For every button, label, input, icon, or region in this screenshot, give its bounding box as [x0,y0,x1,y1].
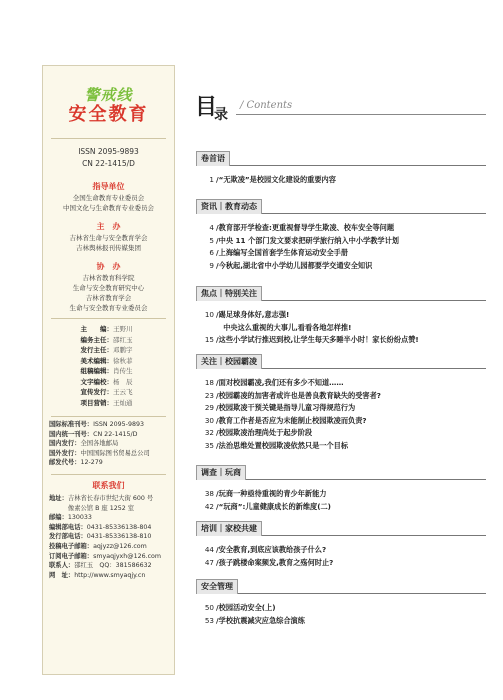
co-organizer-line: 吉林省教育科学院 [82,274,135,282]
toc-entry-title: /玩商一种亟待重视的青少年新能力 [216,489,327,498]
cn-number: CN 22-1415/D [82,159,135,168]
pub-value: CN 22-1415/D [93,430,138,438]
staff-name: 徐秋菲 [113,356,133,365]
section-title: 焦点｜特别关注 [196,286,262,301]
contents-rule [236,114,486,115]
staff-role: 组稿编辑： [80,367,113,375]
section-header [196,466,486,480]
pub-row [49,439,150,449]
section-header [196,522,486,536]
co-organizer-line: 生命与安全教育专业委员会 [69,304,148,312]
section-title: 调查｜玩商 [196,465,246,480]
contact-value: 像素公馆 B 座 1252 室 [49,504,135,512]
staff-name: 杨 辰 [113,377,133,386]
toc-entry[interactable] [202,260,372,271]
pub-key: 国内发行： [49,440,81,448]
contact-row [49,571,161,581]
toc-entry[interactable] [202,377,344,388]
host-line: 吉林舆林报刊传媒集团 [76,244,141,252]
toc-page-number: 15 [204,335,214,344]
toc-page-number: 30 [204,415,214,425]
toc-entry[interactable] [202,390,381,401]
pub-value: 12-279 [80,459,103,467]
staff-row [65,335,133,346]
pub-row [49,430,150,440]
co-organizer-heading: 协 办 [96,262,121,271]
toc-entry[interactable] [202,501,331,512]
host-line: 吉林省生命与安全教育学会 [69,234,148,242]
toc-entry-title: /校园欺凌干预关键是指导儿童习得规范行为 [216,403,356,412]
section-header [196,580,486,594]
toc-entry-title: /教育部开学检查:更重视督导学生欺凌、校车安全等问题 [216,223,395,232]
toc-page-number: 18 [204,378,214,387]
staff-list [65,324,133,408]
contact-key: 邮编： [49,514,68,522]
pub-value: ISSN 2095-9893 [93,421,144,428]
staff-name: 邵红玉 [113,335,133,344]
toc-page-number: 1 [209,175,214,184]
toc-page-number: 23 [204,390,214,400]
divider [51,474,166,475]
staff-role: 编务主任： [80,335,113,344]
toc-entry-title: 中央这么重视的大事儿,看看各地怎样推! [216,322,352,332]
contact-row [49,523,161,533]
toc-entry-title: /面对校园霸凌,我们还有多少不知道…… [216,378,344,387]
toc-page-number: 53 [204,615,214,625]
staff-name: 王云飞 [113,388,133,396]
section-header [196,200,486,214]
toc-entry[interactable] [202,322,351,333]
toc-page-number: 32 [204,428,214,437]
staff-row [65,366,133,377]
contact-row [49,504,161,514]
contact-key: 发行部电话： [49,533,87,541]
contact-value: 0431-85336138-804 [86,523,152,531]
toc-entry[interactable] [202,235,399,246]
toc-entry-title: /踢足球身体好,意志强! [216,310,290,319]
staff-role: 项目营销： [80,398,113,407]
staff-name: 王灿通 [113,398,133,407]
toc-entry-title: /中央 11 个部门发文要求把研学旅行纳入中小学教学计划 [216,235,399,245]
contact-row [49,561,161,571]
toc-page-number: 50 [204,603,214,612]
staff-row [65,377,133,388]
contact-row [49,513,161,523]
toc-entry[interactable] [202,247,348,258]
contents-title-char: 目 [195,95,218,120]
contact-value: 邵红玉 QQ：381586632 [74,562,152,570]
toc-entry[interactable] [202,334,419,345]
toc-entry[interactable] [202,222,394,233]
staff-row [65,387,133,398]
toc-entry-title: /法治思维处置校园欺凌依然只是一个目标 [216,440,349,450]
co-organizer-line: 吉林省教育学会 [85,294,132,302]
guide-line: 中国文化与生命教育专业委员会 [63,204,154,212]
toc-entry-title: /校园霸凌的加害者或许也是善良教育缺失的受害者? [216,390,381,400]
toc-entry-title: /教育工作者是否应为未能制止校园欺凌而负责? [216,415,367,425]
divider [51,138,166,139]
pub-value: 中国国际图书贸易总公司 [80,449,150,457]
contents-title-char: 录 [214,107,228,123]
toc-page-number: 6 [209,248,214,257]
toc-entry[interactable] [202,615,305,626]
divider [51,318,166,319]
brand-logo-top: 警戒线 [84,86,133,104]
pub-row [49,458,150,468]
contact-key: 编辑部电话： [49,523,87,531]
section-title: 培训｜家校共建 [196,521,262,536]
toc-entry-title: /“玩商”:儿童健康成长的新维度(二) [216,501,331,511]
section-header [196,287,486,301]
staff-name: 王野川 [113,325,133,333]
pub-key: 国际标准刊号： [49,421,94,428]
toc-entry-title: /“无欺凌”是校园文化建设的重要内容 [216,175,336,184]
masthead-brand [43,86,174,126]
toc-entry-title: /学校抗震减灾应急综合演练 [216,615,305,625]
staff-row [65,324,133,335]
toc-page-number: 47 [204,557,214,567]
contact-key: 地址： [49,495,68,502]
toc-entry-title: /这些小学试行推迟到校,让学生每天多睡半小时！家长纷纷点赞! [216,335,419,344]
contact-row [49,542,161,552]
staff-name: 肖传生 [113,367,133,375]
contact-key: 投稿电子邮箱： [49,542,94,550]
pub-row [49,420,150,430]
staff-role: 发行主任： [80,346,113,354]
toc-entry-title: /校园欺凌治理尚处于起步阶段 [216,428,313,437]
toc-entry[interactable] [202,427,312,438]
toc-page-number: 29 [204,403,214,412]
contact-value: 0431-85336138-810 [86,533,152,541]
staff-row [65,356,133,367]
contact-value: 吉林省长春市世纪大街 600 号 [67,495,154,502]
toc-entry[interactable] [202,415,367,426]
contact-info [49,494,161,580]
toc-page-number: 9 [209,260,214,270]
contact-heading: 联系我们 [92,481,125,490]
toc-page-number: 4 [209,223,214,232]
toc-page-number: 35 [204,440,214,450]
toc-entry-title: /校园活动安全(上) [216,603,276,612]
toc-page-number: 42 [204,501,214,511]
staff-role: 宣传发行： [80,388,113,396]
toc-page-number: 5 [209,235,214,245]
toc-entry[interactable] [202,602,276,613]
guide-line: 全国生命教育专业委员会 [72,194,145,202]
contact-key: 联系人： [49,562,75,570]
toc-entry-title: /安全教育,到底应该教给孩子什么? [216,545,327,554]
toc-page-number: 44 [204,545,214,554]
section-title: 资讯｜教育动态 [196,199,262,214]
contact-key: 订阅电子邮箱： [49,552,94,560]
toc-entry-title: /上海编写全国首套学生体育运动安全手册 [216,248,349,257]
pub-value: 全国各地邮局 [80,440,119,448]
contact-key: 网 址： [49,571,75,579]
contact-value[interactable]: aqjyzz@126.com [93,542,147,550]
brand-logo-main: 安全教育 [68,104,149,125]
toc-entry[interactable] [202,488,326,499]
contact-row [49,532,161,542]
toc-entry[interactable] [202,402,355,413]
contact-value[interactable]: http://www.smyaqjy.cn [74,571,146,579]
contact-value[interactable]: smyaqjyxh@126.com [93,552,162,560]
issn-number: ISSN 2095-9893 [78,147,139,156]
toc-entry-title: /孩子跳楼命案频发,教育之殇何时止? [216,557,334,567]
guide-heading: 指导单位 [92,182,125,191]
toc-entry[interactable] [202,309,289,320]
contact-row [49,494,161,504]
toc-entry[interactable] [202,440,348,451]
pub-row [49,449,150,459]
contact-value: 130033 [67,514,92,522]
contact-row [49,552,161,562]
section-title: 关注｜校园霸凌 [196,354,262,369]
staff-role: 文字编校： [80,377,113,386]
pub-key: 国外发行： [49,449,81,457]
toc-entry[interactable] [202,557,333,568]
contents-title-en: / Contents [240,100,293,111]
section-header [196,355,486,369]
toc-entry[interactable] [202,544,326,555]
toc-entry-title: /今秋起,湖北省中小学幼儿园都要学交通安全知识 [216,260,373,270]
toc-page-number: 10 [204,310,214,319]
section-header [196,152,486,166]
staff-role: 美术编辑： [80,356,113,365]
pub-key: 邮发代号： [49,459,81,467]
publication-info [49,420,150,468]
staff-role: 主 编： [80,325,113,333]
co-organizer-line: 生命与安全教育研究中心 [72,284,145,292]
staff-row [65,345,133,356]
pub-key: 国内统一刊号： [49,430,94,438]
section-title: 安全管理 [196,579,238,594]
section-title: 卷首语 [196,151,230,166]
toc-page-number: 38 [204,489,214,498]
host-heading: 主 办 [96,222,121,231]
masthead-panel [42,65,175,675]
toc-entry[interactable] [202,174,336,185]
staff-name: 邓鹏宇 [113,346,133,354]
divider [51,416,166,417]
staff-row [65,398,133,409]
